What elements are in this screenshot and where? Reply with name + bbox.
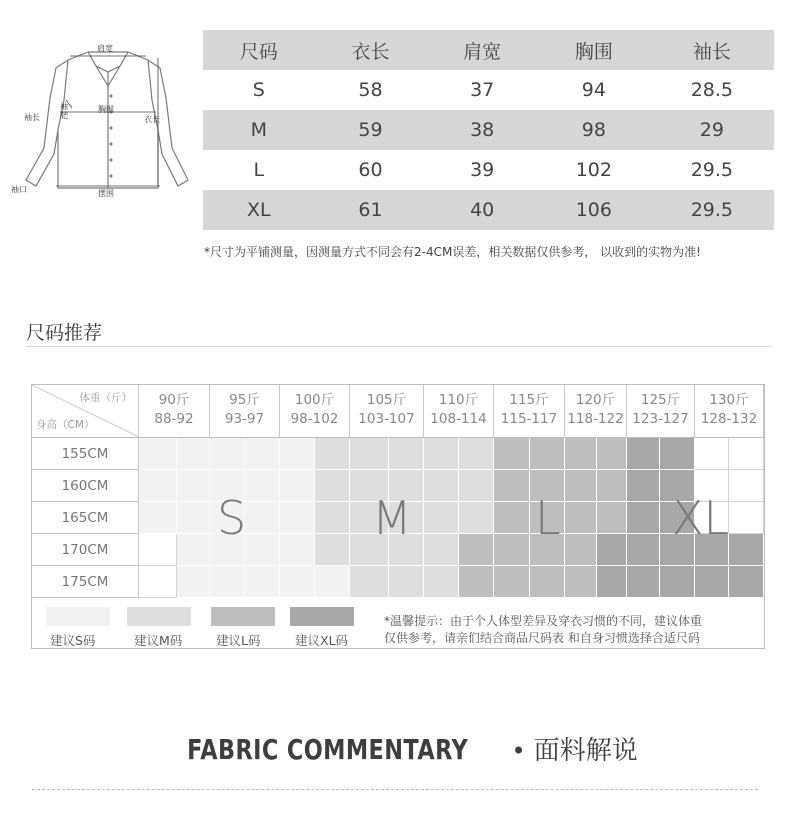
fabric-heading-chinese: 面料解说 [533,736,638,766]
grid-cell [627,438,660,470]
grid-cell [729,502,764,534]
grid-cell [389,566,424,598]
grid-cell [177,502,210,534]
legend-label-l: 建议L码 [216,633,261,648]
grid-cell [660,566,695,598]
table-cell: 60 [358,159,383,181]
grid-cell [459,534,494,566]
grid-cell [695,566,729,598]
grid-cell [565,470,597,502]
weight-range: 118-122 [567,411,624,427]
legend-swatch-xl [290,607,354,626]
tip-text [384,613,764,647]
fabric-heading [0,730,790,767]
grid-cell [494,438,530,470]
weight-range: 98-102 [290,411,339,427]
legend-swatch-s [46,607,110,626]
grid-cell [530,438,565,470]
fabric-heading-english: FABRIC COMMENTARY [187,733,469,766]
grid-cell [597,470,627,502]
grid-cell [459,470,494,502]
weight-range: 103-107 [358,411,415,427]
table-cell: 39 [470,159,495,181]
grid-cell [565,534,597,566]
grid-cell [494,534,530,566]
weight-jin: 95斤 [229,392,260,408]
table-cell: 106 [538,190,650,230]
weight-header [494,385,565,437]
weight-range: 115-117 [500,411,558,427]
height-label: 175CM [32,566,139,598]
table-cell: S [252,79,265,101]
grid-cell [424,470,459,502]
grid-cell [315,566,350,598]
weight-range: 123-127 [632,411,689,427]
grid-cell [350,438,389,470]
grid-cell [280,566,315,598]
grid-cell [424,438,459,470]
table-cell: L [253,159,265,181]
shirt-diagram [8,38,196,208]
grid-cell [245,566,280,598]
table-cell: 102 [575,159,612,181]
separator-dot: • [511,737,526,765]
table-cell: 40 [426,190,538,230]
grid-cell [139,502,177,534]
table-cell: XL [203,190,315,230]
grid-cell [350,566,389,598]
header-shoulder: 肩宽 [426,30,538,70]
grid-cell [627,502,660,534]
table-cell: 29.5 [650,190,774,230]
grid-cell [494,566,530,598]
weight-range: 108-114 [430,411,487,427]
grid-cell [565,566,597,598]
table-cell: 58 [358,79,383,101]
weight-jin: 110斤 [438,392,479,408]
label-length: 衣长 [144,115,160,124]
table-cell: 29 [650,110,774,150]
grid-cell [660,438,695,470]
zone-letter-m: M [372,491,412,545]
grid-cell [729,566,764,598]
grid-cell [177,566,210,598]
weight-header [627,385,695,437]
grid-cell [280,534,315,566]
grid-cell [177,470,210,502]
table-cell: 29.5 [690,159,733,181]
weight-jin: 90斤 [158,392,190,408]
grid-cell [597,566,627,598]
grid-cell [565,438,597,470]
table-row [203,150,774,190]
table-cell: 38 [426,110,538,150]
size-table-header [203,30,774,70]
legend-swatch-m [127,607,191,626]
weight-jin: 120斤 [575,392,616,408]
grid-cell [627,470,660,502]
label-sleeve-length: 袖长 [24,113,40,122]
corner-weight-label: 体重（斤） [79,392,132,404]
grid-cell [210,438,245,470]
legend-swatch-l [211,607,275,626]
grid-cell [729,470,764,502]
height-label: 160CM [32,470,139,502]
label-shoulder: 肩宽 [97,44,113,53]
grid-cell [459,566,494,598]
weight-header [565,385,627,437]
label-hem: 摆围 [98,189,114,198]
weight-header [139,385,210,437]
weight-header [350,385,424,437]
height-label: 170CM [32,534,139,566]
grid-cell [315,502,350,534]
table-cell: 98 [538,110,650,150]
grid-cell [494,502,530,534]
table-row [203,190,774,230]
grid-cell [729,534,764,566]
height-label: 165CM [32,502,139,534]
zone-letter-xl: XL [672,491,730,545]
shirt-outline-icon [8,38,196,208]
corner-height-label: 身高（CM） [36,419,95,431]
grid-cell [139,438,177,470]
header-length: 衣长 [315,30,427,70]
grid-cell [627,534,660,566]
grid-cell [565,502,597,534]
grid-cell [139,566,177,598]
grid-cell [139,534,177,566]
grid-cell [245,470,280,502]
table-row [203,70,774,110]
table-cell: M [203,110,315,150]
table-row [203,110,774,150]
grid-cell [459,502,494,534]
zone-letter-s: S [217,491,247,545]
grid-cell [597,502,627,534]
weight-range: 93-97 [224,411,265,427]
table-cell: 61 [315,190,427,230]
weight-header [210,385,280,437]
header-sleeve: 袖长 [650,30,774,70]
grid-cell [245,534,280,566]
grid-cell [459,438,494,470]
dashed-divider [32,789,758,790]
size-recommend-grid [31,384,765,649]
weight-header [280,385,350,437]
zone-letter-l: L [535,491,561,545]
weight-jin: 100斤 [294,392,335,408]
grid-cell [280,502,315,534]
grid-cell [729,438,764,470]
label-chest: 胸围 [98,105,114,114]
weight-header [424,385,494,437]
table-cell: 94 [581,79,606,101]
section-title-recommend: 尺码推荐 [26,322,103,344]
label-cuff: 袖口 [11,185,27,194]
grid-cell [424,502,459,534]
table-cell: 59 [315,110,427,150]
size-table [203,30,774,230]
grid-cell [177,438,210,470]
grid-cell [597,438,627,470]
grid-cell [315,438,350,470]
measurement-note: *尺寸为平铺测量，因测量方式不同会有2-4CM误差，相关数据仅供参考， 以收到的实物为准! [204,245,701,259]
grid-cell [494,470,530,502]
grid-cell [530,566,565,598]
grid-cell [315,470,350,502]
grid-cell [280,438,315,470]
tip-line-2: 仅供参考，请亲们结合商品尺码表 和自身习惯选择合适尺码 [384,631,700,645]
grid-cell [245,502,280,534]
weight-jin: 130斤 [709,392,749,408]
header-size: 尺码 [203,30,315,70]
height-label: 155CM [32,438,139,470]
weight-jin: 125斤 [640,392,681,408]
weight-jin: 115斤 [509,392,549,408]
grid-cell [139,470,177,502]
grid-cell [245,438,280,470]
grid-cell [315,534,350,566]
table-cell: 28.5 [690,79,733,101]
grid-cell [177,534,210,566]
grid-cell [627,566,660,598]
weight-jin: 105斤 [366,392,407,408]
weight-header [695,385,764,437]
label-sleeve-width: 袖肥 [60,102,68,120]
grid-cell [210,566,245,598]
header-chest: 胸围 [538,30,650,70]
legend-label-s: 建议S码 [50,633,96,648]
weight-range: 88-92 [154,411,194,427]
legend-label-m: 建议M码 [134,633,183,648]
grid-cell [280,470,315,502]
grid-cell [597,534,627,566]
grid-cell [424,566,459,598]
grid-corner [32,385,139,437]
divider [26,346,772,347]
grid-cell [389,438,424,470]
legend-label-xl: 建议XL码 [295,633,349,648]
weight-range: 128-132 [700,411,758,427]
grid-cell [424,534,459,566]
grid-cell [695,438,729,470]
tip-line-1: *温馨提示：由于个人体型差异及穿衣习惯的不同，建议体重 [384,614,703,628]
table-cell: 37 [470,79,495,101]
